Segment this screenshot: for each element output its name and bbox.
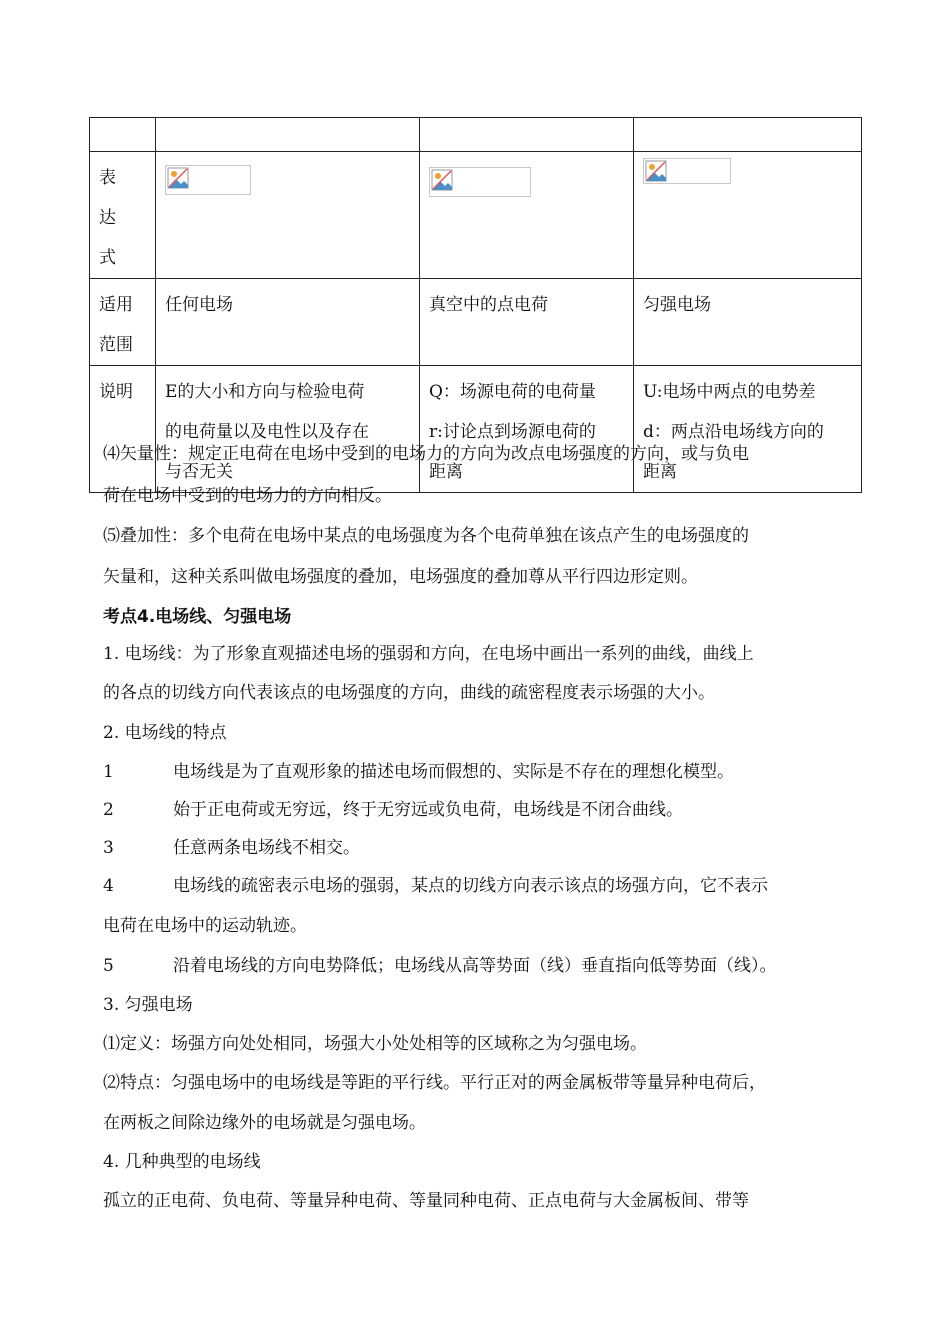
table-cell	[634, 152, 862, 279]
paragraph-characteristics: ⑵特点：匀强电场中的电场线是等距的平行线。平行正对的两金属板带等量异种电荷后，	[103, 1073, 766, 1093]
paragraph-typical-lines: 孤立的正电荷、负电荷、等量异种电荷、等量同种电荷、正点电荷与大金属板间、带等	[103, 1191, 749, 1211]
table-cell	[420, 118, 634, 152]
paragraph-field-lines: 1. 电场线：为了形象直观描述电场的强弱和方向，在电场中画出一系列的曲线，曲线上	[103, 644, 754, 664]
paragraph-characteristics-cont: 在两板之间除边缘外的电场就是匀强电场。	[103, 1113, 426, 1133]
table-cell	[156, 118, 420, 152]
note-cell: Q：场源电荷的电荷量 r:讨论点到场源电荷的 距离	[420, 366, 634, 493]
note-cell: U:电场中两点的电势差 d：两点沿电场线方向的 距离	[634, 366, 862, 493]
list-item-cont: 电荷在电场中的运动轨迹。	[103, 916, 307, 936]
paragraph-superposition-cont: 矢量和，这种关系叫做电场强度的叠加，电场强度的叠加尊从平行四边形定则。	[103, 567, 698, 587]
note-cell: E的大小和方向与检验电荷 的电荷量以及电性以及存在 与否无关	[156, 366, 420, 493]
list-item: 3 任意两条电场线不相交。	[103, 838, 360, 858]
broken-image-icon	[429, 167, 531, 197]
subheading-features: 2. 电场线的特点	[103, 723, 227, 743]
paragraph-superposition: ⑸叠加性：多个电荷在电场中某点的电场强度为各个电荷单独在该点产生的电场强度的	[103, 526, 749, 546]
paragraph-definition: ⑴定义：场强方向处处相同，场强大小处处相等的区域称之为匀强电场。	[103, 1034, 647, 1054]
subheading-uniform-field: 3. 匀强电场	[103, 995, 193, 1015]
row-label-notes: 说明	[90, 366, 156, 493]
table-cell	[156, 152, 420, 279]
scope-cell: 真空中的点电荷	[420, 279, 634, 366]
list-item: 5 沿着电场线的方向电势降低；电场线从高等势面（线）垂直指向低等势面（线）。	[103, 956, 777, 976]
paragraph-field-lines-cont: 的各点的切线方向代表该点的电场强度的方向，曲线的疏密程度表示场强的大小。	[103, 683, 715, 703]
scope-cell: 匀强电场	[634, 279, 862, 366]
table-cell	[634, 118, 862, 152]
row-label-expression: 表 达 式	[90, 152, 156, 279]
table-row-expression	[90, 152, 862, 279]
paragraph-vector: ⑷矢量性：规定正电荷在电场中受到的电场力的方向为改点电场强度的方向，或与负电	[103, 444, 749, 464]
section-heading: 考点4.电场线、匀强电场	[103, 607, 292, 627]
paragraph-vector-cont: 荷在电场中受到的电场力的方向相反。	[103, 486, 392, 506]
table-cell	[420, 152, 634, 279]
list-item: 1 电场线是为了直观形象的描述电场而假想的、实际是不存在的理想化模型。	[103, 762, 734, 782]
table-row	[90, 118, 862, 152]
list-item: 4 电场线的疏密表示电场的强弱，某点的切线方向表示该点的场强方向，它不表示	[103, 876, 768, 896]
broken-image-icon	[165, 165, 251, 195]
scope-cell: 任何电场	[156, 279, 420, 366]
table-row-scope	[90, 279, 862, 366]
broken-image-icon	[643, 158, 731, 184]
table-cell	[90, 118, 156, 152]
row-label-scope: 适用 范围	[90, 279, 156, 366]
subheading-typical-lines: 4. 几种典型的电场线	[103, 1152, 261, 1172]
list-item: 2 始于正电荷或无穷远，终于无穷远或负电荷，电场线是不闭合曲线。	[103, 800, 683, 820]
